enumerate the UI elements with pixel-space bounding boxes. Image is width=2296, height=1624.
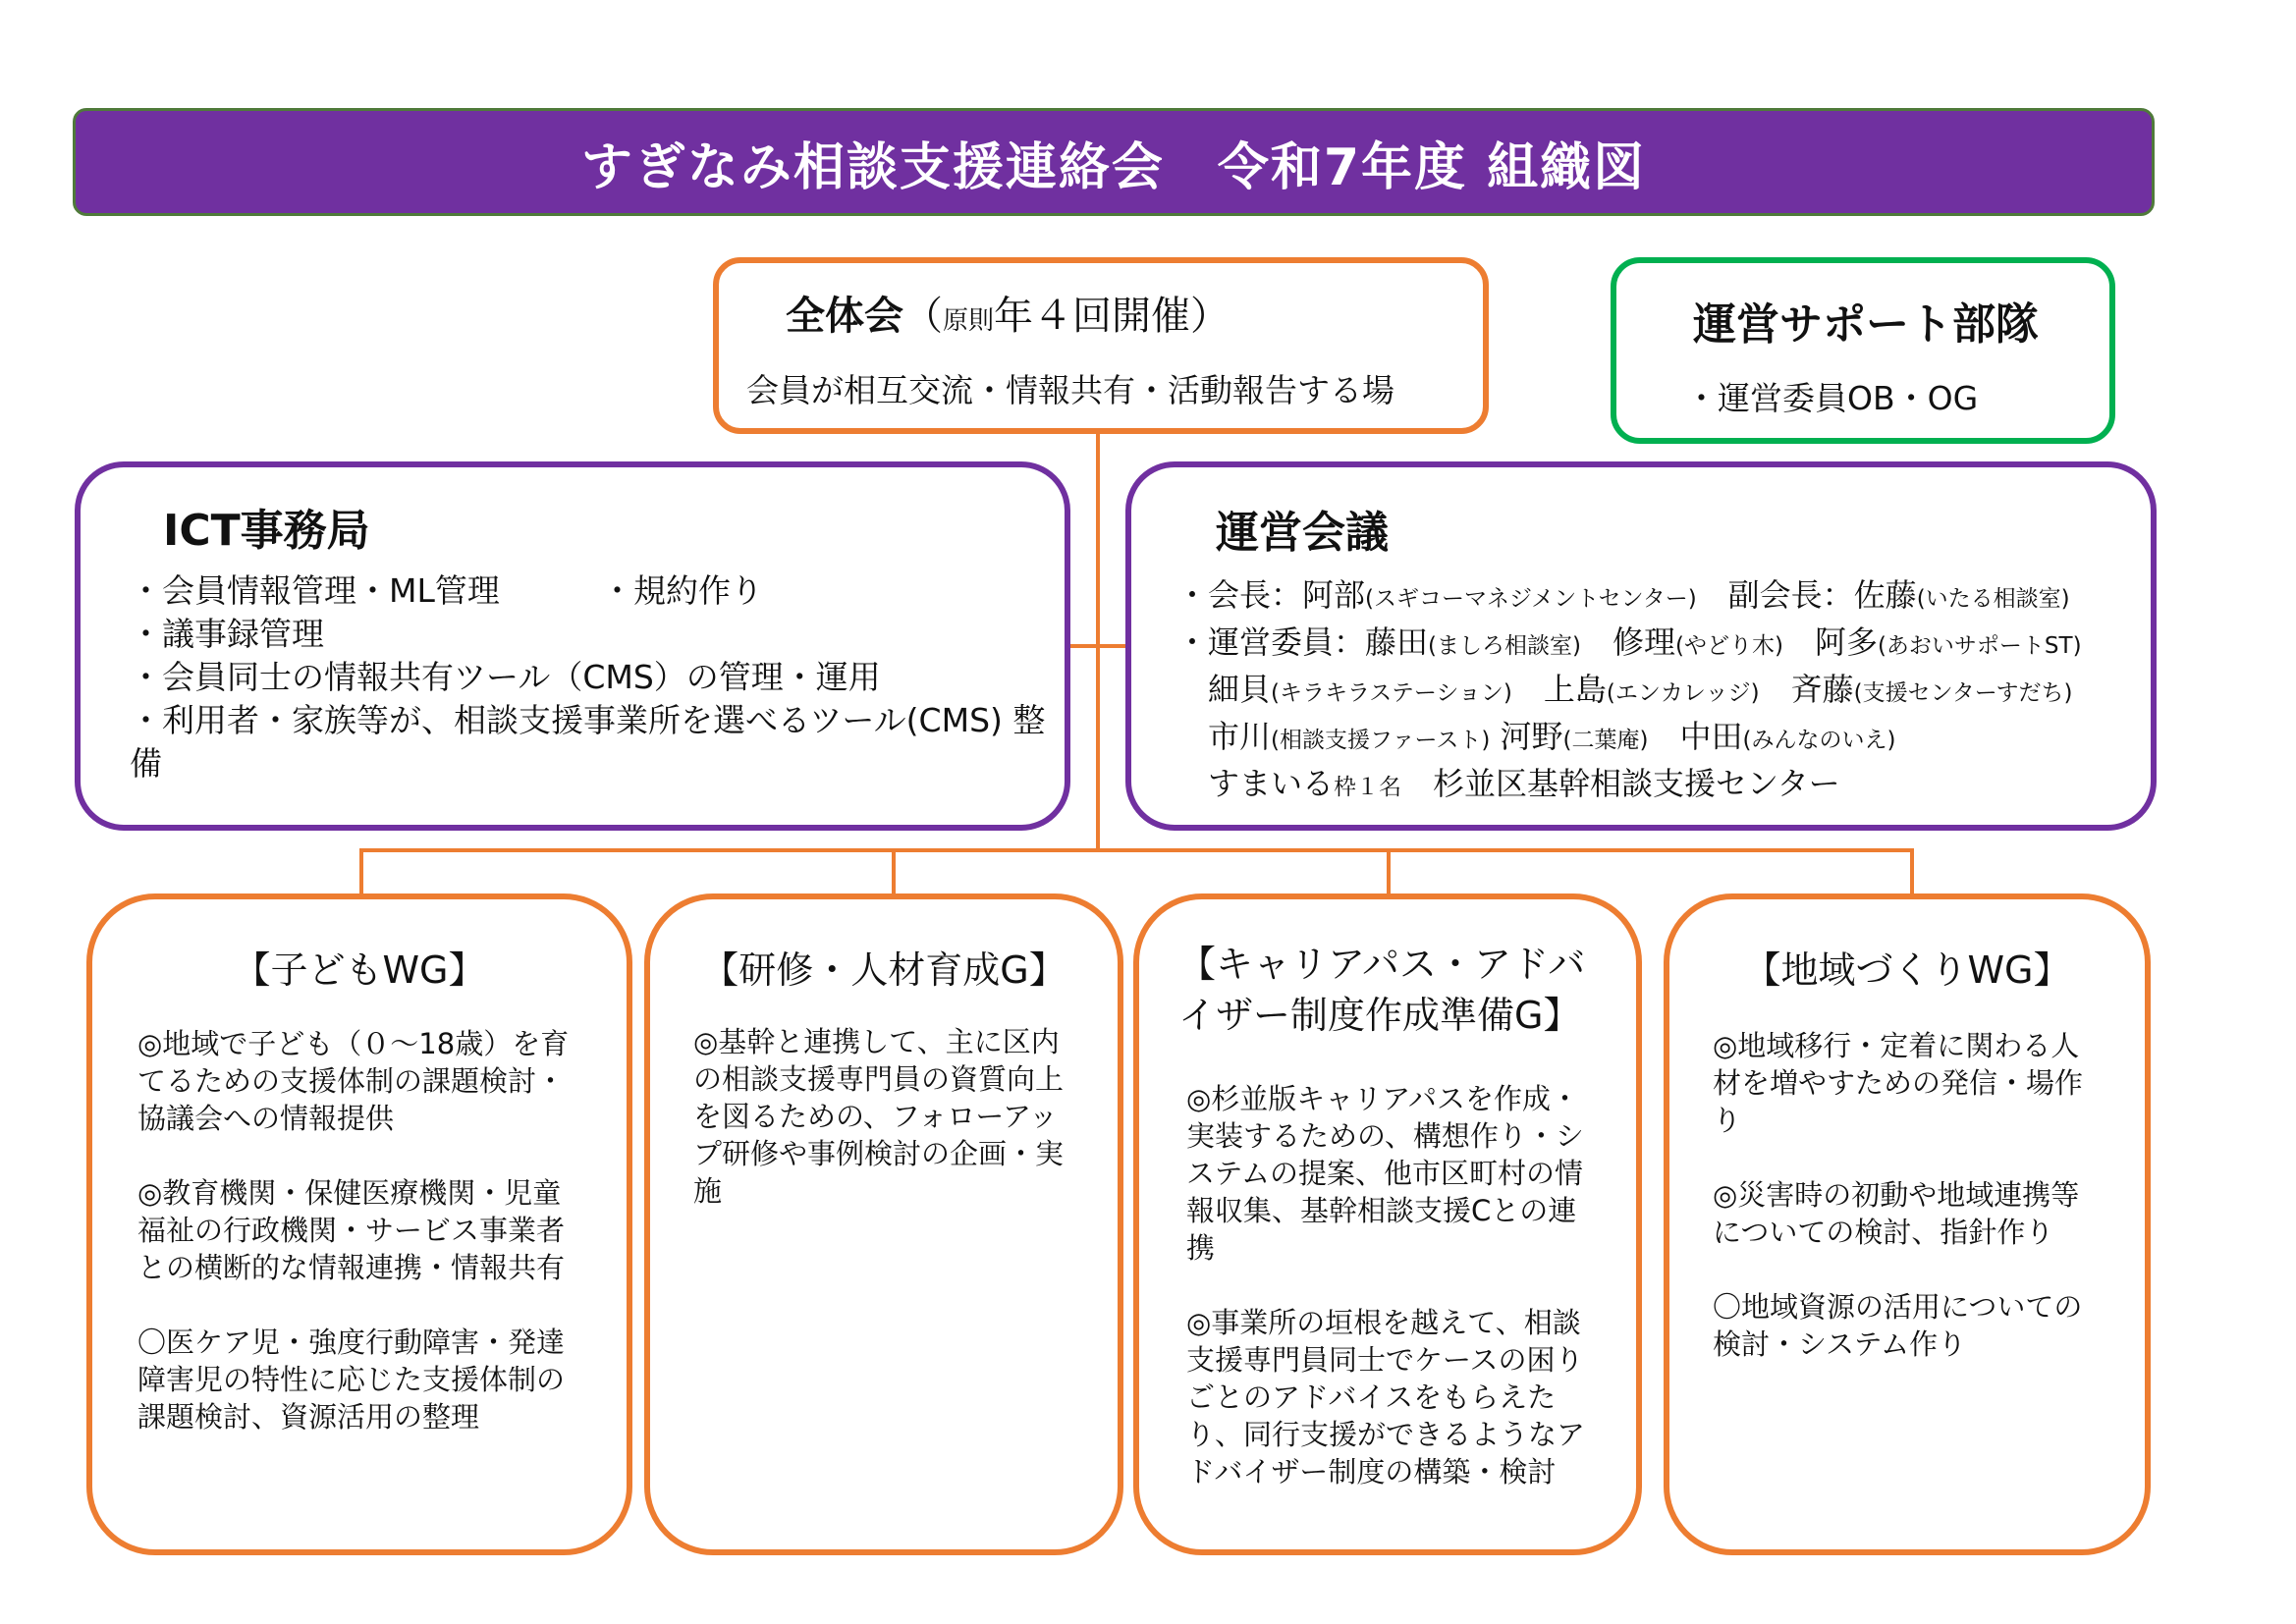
support-unit-box xyxy=(1611,257,2115,444)
connector-wg3 xyxy=(1387,848,1391,897)
connector-ict-unei xyxy=(1070,644,1125,648)
plenary-name: 全体会 xyxy=(786,294,903,339)
plenary-paren-small: 原則 xyxy=(943,306,995,336)
wg-paragraph: ◎杉並版キャリアパスを作成・実装するための、構想作り・システムの提案、他市区町村の情報収集、基幹相談支援Cとの連携 xyxy=(1186,1082,1584,1265)
wg-community-body xyxy=(1713,1027,2105,1400)
plenary-heading xyxy=(786,285,1230,341)
member-line-committee: ・運営委員：藤田(ましろ相談室) 修理(やどり木) 阿多(あおいサポートST) xyxy=(1176,623,2082,661)
ict-office-list xyxy=(130,569,1065,785)
connector-trunk xyxy=(1096,434,1100,850)
connector-wg4 xyxy=(1910,848,1914,897)
ict-office-item-right: ・規約作り xyxy=(601,571,763,610)
support-unit-heading: 運営サポート部隊 xyxy=(1693,299,2039,350)
wg-training-title: 【研修・人材育成G】 xyxy=(701,948,1066,992)
ict-office-heading: ICT事務局 xyxy=(163,506,370,556)
wg-children-box xyxy=(86,893,632,1555)
member-line-committee: 細貝(キラキラステーション) 上島(エンカレッジ) 斉藤(支援センターすだち) xyxy=(1176,671,2073,708)
connector-wg1 xyxy=(359,848,363,897)
wg-paragraph: ◎地域で子ども（０～18歳）を育てるための支援体制の課題検討・協議会への情報提供 xyxy=(137,1027,570,1135)
member-line-chair: ・会長：阿部(スギコーマネジメントセンター) 副会長：佐藤(いたる相談室) xyxy=(1176,576,2070,614)
wg-paragraph: 〇医ケア児・強度行動障害・発達障害児の特性に応じた支援体制の課題検討、資源活用の整理 xyxy=(137,1326,566,1434)
wg-career-title: 【キャリアパス・アドバイザー制度作成準備G】 xyxy=(1178,943,1586,1037)
ict-office-item: ・会員情報管理・ML管理 xyxy=(130,571,500,610)
member-line-committee: 市川(相談支援ファースト) 河野(二葉庵) 中田(みんなのいえ) xyxy=(1176,718,1896,755)
ict-office-item: ・会員同士の情報共有ツール（CMS）の管理・運用 xyxy=(130,658,881,696)
wg-paragraph: ◎教育機関・保健医療機関・児童福祉の行政機関・サービス事業者との横断的な情報連携・情報共有 xyxy=(137,1176,566,1284)
member-line-other: すまいる枠１名 杉並区基幹相談支援センター xyxy=(1176,765,1840,802)
plenary-paren-rest: 年４回開催） xyxy=(994,294,1230,339)
ict-office-box xyxy=(75,461,1070,831)
wg-training-box xyxy=(644,893,1123,1555)
wg-children-title: 【子どもWG】 xyxy=(233,948,486,992)
connector-horizontal-bus xyxy=(359,848,1914,852)
connector-wg2 xyxy=(892,848,896,897)
plenary-paren-open: （ xyxy=(903,294,943,339)
steering-meeting-heading: 運営会議 xyxy=(1216,508,1389,558)
steering-meeting-members xyxy=(1176,573,2082,809)
page-title: すぎなみ相談支援連絡会 令和7年度 組織図 xyxy=(73,108,2155,216)
ict-office-item: ・利用者・家族等が、相談支援事業所を選べるツール(CMS) 整備 xyxy=(130,701,1046,783)
wg-paragraph: ◎事業所の垣根を越えて、相談支援専門員同士でケースの困りごとのアドバイスをもらえたり、同行支援ができるようなアドバイザー制度の構築・検討 xyxy=(1186,1306,1586,1489)
wg-children-body xyxy=(137,1025,587,1473)
wg-community-title: 【地域づくりWG】 xyxy=(1743,948,2071,992)
plenary-box xyxy=(713,257,1489,434)
plenary-description: 会員が相互交流・情報共有・活動報告する場 xyxy=(746,371,1394,409)
wg-training-body xyxy=(693,1023,1084,1247)
wg-paragraph: ◎災害時の初動や地域連携等についての検討、指針作り xyxy=(1713,1178,2080,1249)
wg-community-box xyxy=(1664,893,2151,1555)
wg-paragraph: 〇地域資源の活用についての検討・システム作り xyxy=(1713,1290,2083,1361)
support-unit-item: ・運営委員OB・OG xyxy=(1685,379,1979,417)
steering-meeting-box xyxy=(1125,461,2157,831)
wg-paragraph: ◎地域移行・定着に関わる人材を増やすための発信・場作り xyxy=(1713,1029,2084,1137)
ict-office-item: ・議事録管理 xyxy=(130,615,324,653)
wg-paragraph: ◎基幹と連携して、主に区内の相談支援専門員の資質向上を図るための、フォローアップ研修や事例検討の企画・実施 xyxy=(693,1025,1065,1208)
wg-career-box xyxy=(1133,893,1642,1555)
wg-career-body xyxy=(1186,1080,1597,1528)
